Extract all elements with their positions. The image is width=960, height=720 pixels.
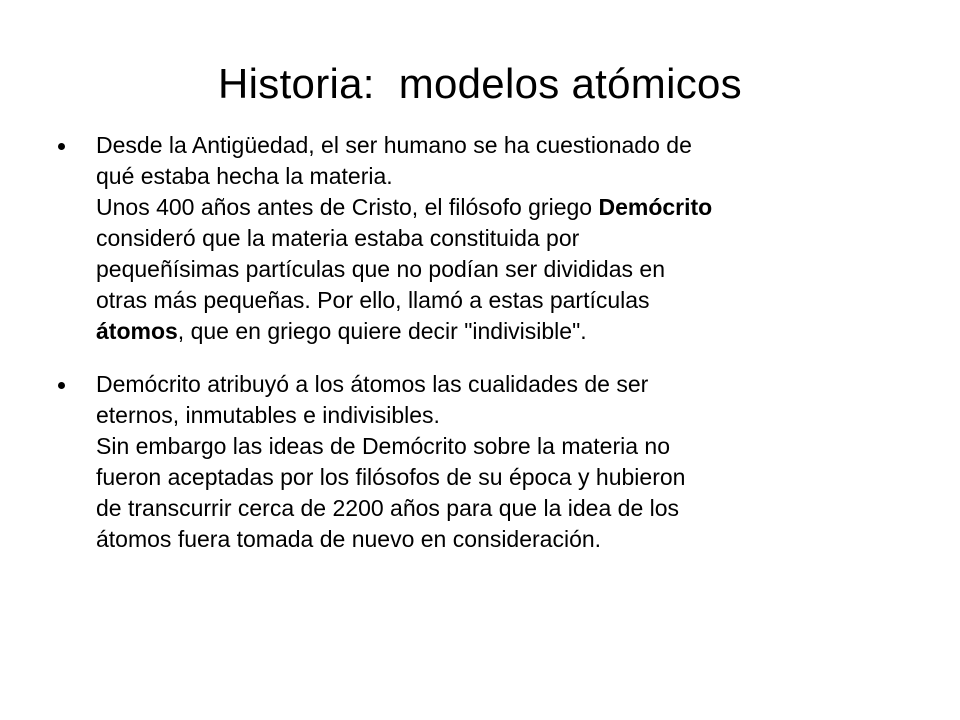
slide-title: Historia: modelos atómicos bbox=[218, 60, 742, 107]
bullet-list bbox=[48, 130, 928, 577]
bold-term-atomos: átomos bbox=[96, 318, 178, 344]
text-line bbox=[96, 254, 928, 285]
bullet-dot-icon bbox=[58, 143, 65, 150]
text-line bbox=[96, 369, 928, 400]
text-line bbox=[96, 285, 928, 316]
text-line bbox=[96, 431, 928, 462]
text-line bbox=[96, 462, 928, 493]
text-line bbox=[96, 400, 928, 431]
text-line bbox=[96, 524, 928, 555]
text-run: fueron aceptadas por los filósofos de su época y hubieron bbox=[96, 464, 686, 490]
text-run: Sin embargo las ideas de Demócrito sobre la materia no bbox=[96, 433, 671, 459]
text-line bbox=[96, 223, 928, 254]
text-line bbox=[96, 316, 928, 347]
text-run: qué estaba hecha la materia. bbox=[96, 163, 393, 189]
text-line bbox=[96, 161, 928, 192]
text-run: átomos fuera tomada de nuevo en consideración. bbox=[96, 526, 602, 552]
bullet-item bbox=[48, 130, 928, 347]
text-run: Demócrito atribuyó a los átomos las cualidades de ser bbox=[96, 371, 649, 397]
text-line bbox=[96, 192, 928, 223]
text-line bbox=[96, 493, 928, 524]
text-run: de transcurrir cerca de 2200 años para que la idea de los bbox=[96, 495, 680, 521]
text-run: consideró que la materia estaba constituida por bbox=[96, 225, 580, 251]
text-run: eternos, inmutables e indivisibles. bbox=[96, 402, 440, 428]
text-run: Unos 400 años antes de Cristo, el filósofo griego bbox=[96, 194, 599, 220]
bold-term-democrito: Demócrito bbox=[598, 194, 713, 220]
text-run: Desde la Antigüedad, el ser humano se ha cuestionado de bbox=[96, 132, 692, 158]
bullet-item bbox=[48, 369, 928, 555]
text-line bbox=[96, 130, 928, 161]
text-run: pequeñísimas partículas que no podían ser divididas en bbox=[96, 256, 665, 282]
text-run: otras más pequeñas. Por ello, llamó a estas partículas bbox=[96, 287, 650, 313]
bullet-dot-icon bbox=[58, 382, 65, 389]
text-run: , que en griego quiere decir "indivisible". bbox=[177, 318, 587, 344]
